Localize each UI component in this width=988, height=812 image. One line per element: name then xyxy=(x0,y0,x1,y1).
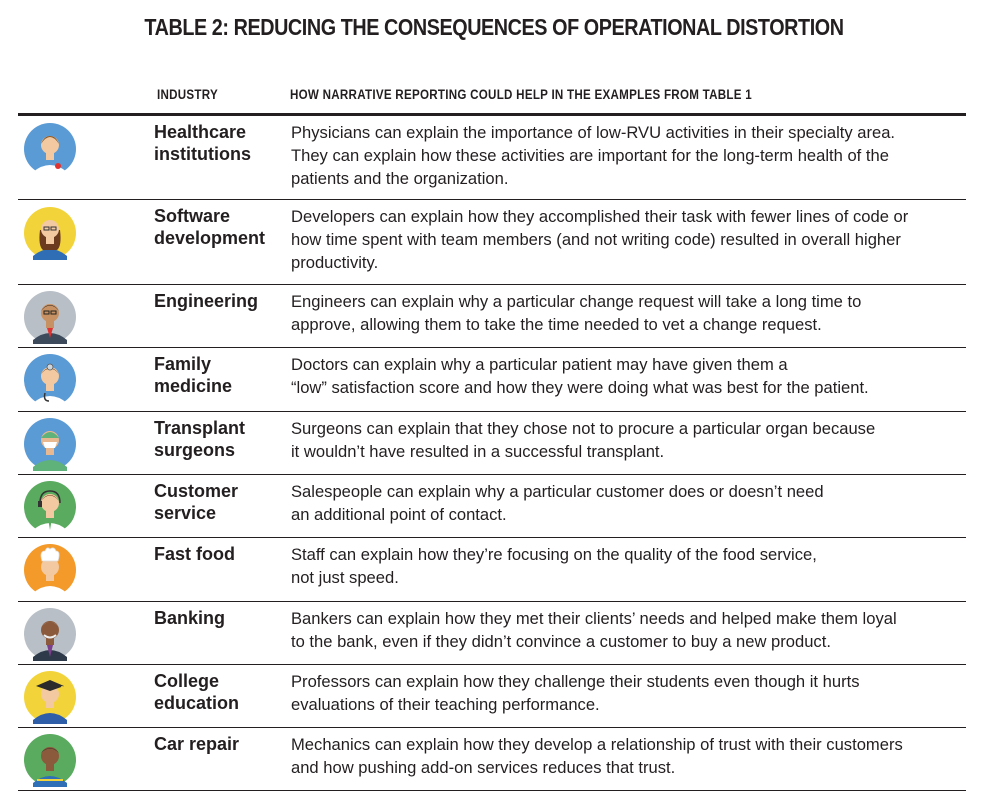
industry-label: Customer service xyxy=(154,481,239,523)
description-text: Engineers can explain why a particular change request will take a long time to approve, allowing them to take the time needed to vet a change request. xyxy=(291,292,862,334)
table-body xyxy=(18,116,966,791)
table-row xyxy=(18,412,966,475)
table-row xyxy=(18,200,966,285)
industry-label: Transplant surgeons xyxy=(154,418,246,460)
doctor-icon xyxy=(23,122,77,176)
description-text: Mechanics can explain how they develop a relationship of trust with their customers and how pushing add-on services reduces that trust. xyxy=(291,735,903,777)
description-text: Bankers can explain how they met their clients’ needs and helped make them loyal to the bank, even if they didn’t convince a customer to buy a new product. xyxy=(291,609,897,651)
description-text: Surgeons can explain that they chose not to procure a particular organ because it wouldn’t have resulted in a successful transplant. xyxy=(291,419,876,461)
description-text: Developers can explain how they accomplished their task with fewer lines of code or how time spent with team members (and not writing code) resulted in overall higher productivity. xyxy=(291,207,909,272)
table-row xyxy=(18,728,966,791)
industry-label: Banking xyxy=(154,608,226,628)
table-title: TABLE 2: REDUCING THE CONSEQUENCES OF OPERATIONAL DISTORTION xyxy=(144,14,844,40)
industry-label: Fast food xyxy=(154,544,235,564)
description-text: Salespeople can explain why a particular customer does or doesn’t need an additional point of contact. xyxy=(291,482,824,524)
table-row xyxy=(18,665,966,728)
description-text: Physicians can explain the importance of low-RVU activities in their specialty area. They can explain how these activities are important for the long-term health of the patients and the organization. xyxy=(291,123,896,188)
customer-service-icon xyxy=(23,480,77,534)
table-row xyxy=(18,475,966,538)
industry-label: Healthcare institutions xyxy=(154,122,251,164)
family-doctor-icon xyxy=(23,353,77,407)
banker-icon xyxy=(23,607,77,661)
chef-icon xyxy=(23,543,77,597)
industry-label: Car repair xyxy=(154,734,240,754)
industry-label: Engineering xyxy=(154,291,259,311)
table-row xyxy=(18,538,966,602)
industry-column-header: INDUSTRY xyxy=(157,87,218,102)
surgeon-icon xyxy=(23,417,77,471)
engineer-icon xyxy=(23,290,77,344)
developer-icon xyxy=(23,206,77,260)
industry-label: Family medicine xyxy=(154,354,233,396)
description-text: Professors can explain how they challenge their students even though it hurts evaluations of their teaching performance. xyxy=(291,672,860,714)
table-row xyxy=(18,602,966,665)
mechanic-icon xyxy=(23,733,77,787)
table-row xyxy=(18,348,966,412)
industry-label: Software development xyxy=(154,206,266,248)
description-text: Doctors can explain why a particular patient may have given them a “low” satisfaction score and how they were doing what was best for the patient. xyxy=(291,355,869,397)
industry-label: College education xyxy=(154,671,240,713)
table-row xyxy=(18,116,966,200)
description-column-header: HOW NARRATIVE REPORTING COULD HELP IN THE EXAMPLES FROM TABLE 1 xyxy=(290,87,752,102)
table-row xyxy=(18,285,966,348)
graduate-icon xyxy=(23,670,77,724)
description-text: Staff can explain how they’re focusing on the quality of the food service, not just speed. xyxy=(291,545,817,587)
